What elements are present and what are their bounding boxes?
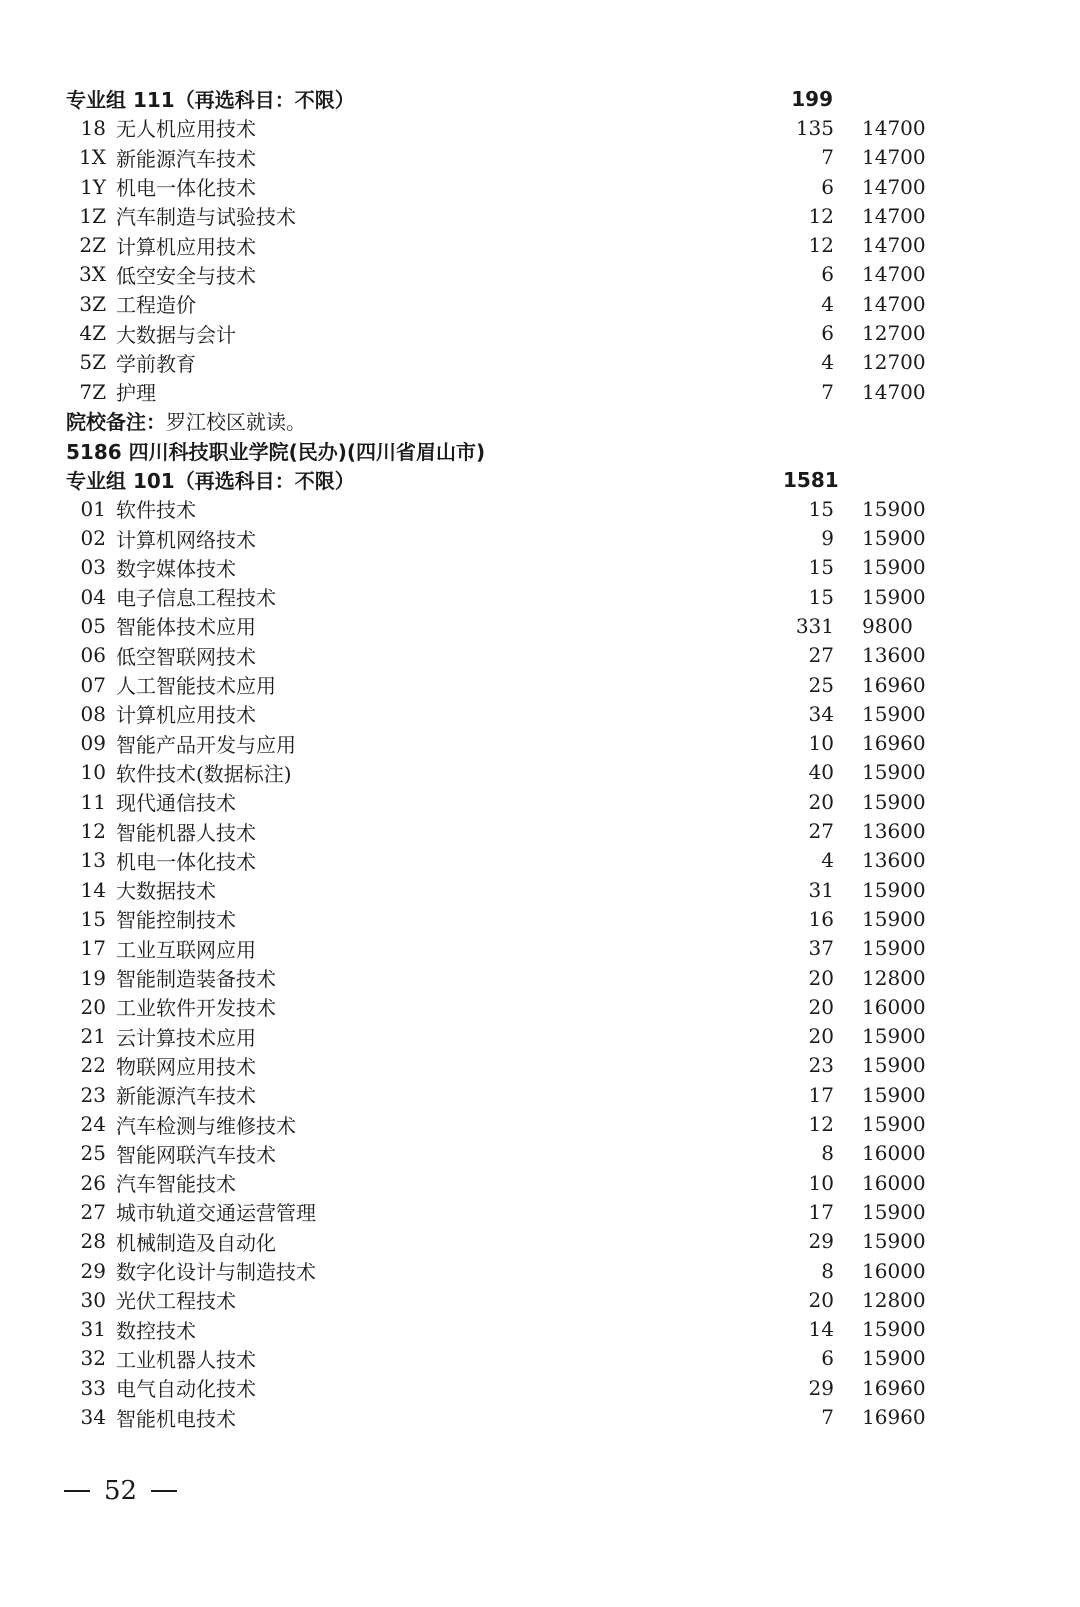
major-name: 城市轨道交通运营管理 (116, 1201, 316, 1226)
major-plan-count: 23 (808, 1053, 834, 1078)
major-tuition-fee: 16000 (862, 994, 926, 1019)
major-row (66, 758, 966, 787)
major-tuition-fee: 15900 (862, 1112, 926, 1137)
major-tuition-fee: 15900 (862, 906, 926, 931)
major-code: 28 (80, 1229, 106, 1254)
major-tuition-fee: 15900 (862, 701, 926, 726)
major-name: 工业互联网应用 (116, 937, 256, 962)
major-row (66, 699, 966, 728)
major-code: 24 (80, 1112, 106, 1137)
major-row (66, 553, 966, 582)
major-row (66, 260, 966, 289)
major-code: 3X (79, 262, 106, 287)
major-tuition-fee: 13600 (862, 848, 926, 873)
major-name: 数控技术 (116, 1318, 196, 1343)
major-plan-count: 16 (808, 906, 834, 931)
major-row (66, 1227, 966, 1256)
major-plan-count: 6 (821, 262, 834, 287)
major-name: 新能源汽车技术 (116, 1084, 256, 1109)
major-tuition-fee: 15900 (862, 1199, 926, 1224)
major-tuition-fee: 16960 (862, 731, 926, 756)
major-code: 33 (80, 1375, 106, 1400)
major-name: 护理 (116, 381, 156, 406)
group-header-row (66, 465, 966, 494)
major-code: 07 (80, 672, 106, 697)
major-plan-count: 7 (821, 1405, 834, 1429)
major-tuition-fee: 12700 (862, 321, 926, 346)
major-row (66, 523, 966, 552)
major-tuition-fee: 16000 (862, 1258, 926, 1283)
major-plan-count: 34 (808, 701, 834, 726)
group-total: 199 (791, 86, 833, 111)
major-name: 电气自动化技术 (116, 1377, 256, 1402)
major-code: 22 (80, 1053, 106, 1078)
major-plan-count: 10 (808, 1170, 834, 1195)
group-total: 1581 (783, 467, 839, 492)
group-title: 专业组 101（再选科目：不限） (66, 469, 355, 493)
major-row (66, 318, 966, 347)
major-plan-count: 7 (821, 379, 834, 404)
major-row (66, 1022, 966, 1051)
major-name: 计算机应用技术 (116, 703, 256, 728)
major-row (66, 992, 966, 1021)
school-remark-row (66, 406, 966, 435)
major-code: 1X (79, 145, 106, 170)
major-plan-count: 25 (808, 672, 834, 697)
major-row (66, 1197, 966, 1226)
major-plan-count: 27 (808, 819, 834, 844)
major-name: 软件技术 (116, 498, 196, 523)
major-row (66, 963, 966, 992)
major-name: 工业软件开发技术 (116, 996, 276, 1021)
major-tuition-fee: 15900 (862, 1346, 926, 1371)
major-tuition-fee: 15900 (862, 789, 926, 814)
major-row (66, 1344, 966, 1373)
remark-text: 罗江校区就读。 (166, 410, 306, 435)
major-row (66, 846, 966, 875)
major-tuition-fee: 14700 (862, 379, 926, 404)
major-plan-count: 29 (808, 1375, 834, 1400)
major-code: 11 (80, 789, 106, 814)
school-title: 5186 四川科技职业学院(民办)(四川省眉山市) (66, 439, 486, 464)
major-code: 2Z (79, 233, 106, 258)
major-code: 13 (80, 848, 106, 873)
major-row (66, 934, 966, 963)
major-plan-count: 12 (808, 203, 834, 228)
major-row (66, 816, 966, 845)
major-row (66, 1314, 966, 1343)
major-plan-count: 20 (808, 1287, 834, 1312)
major-tuition-fee: 15900 (862, 760, 926, 785)
major-tuition-fee: 16000 (862, 1141, 926, 1166)
major-tuition-fee: 16000 (862, 1170, 926, 1195)
major-tuition-fee: 15900 (862, 1317, 926, 1342)
major-name: 智能体技术应用 (116, 615, 256, 640)
major-plan-count: 20 (808, 1024, 834, 1049)
major-row (66, 1373, 966, 1402)
major-name: 计算机应用技术 (116, 234, 256, 259)
footer-dash-right (151, 1490, 177, 1492)
page-number: 52 (104, 1476, 138, 1506)
major-code: 26 (80, 1170, 106, 1195)
major-code: 12 (80, 819, 106, 844)
major-tuition-fee: 14700 (862, 145, 926, 170)
major-tuition-fee: 12800 (862, 1287, 926, 1312)
school-header-row (66, 436, 966, 465)
major-plan-count: 8 (821, 1141, 834, 1166)
major-plan-count: 10 (808, 731, 834, 756)
major-plan-count: 4 (821, 350, 834, 375)
major-tuition-fee: 15900 (862, 1024, 926, 1049)
major-row (66, 1285, 966, 1314)
major-plan-count: 14 (808, 1317, 834, 1342)
major-name: 电子信息工程技术 (116, 586, 276, 611)
major-row (66, 670, 966, 699)
major-tuition-fee: 14700 (862, 233, 926, 258)
major-code: 23 (80, 1082, 106, 1107)
major-plan-count: 40 (808, 760, 834, 785)
major-name: 汽车检测与维修技术 (116, 1113, 296, 1138)
major-name: 软件技术(数据标注) (116, 761, 292, 786)
major-tuition-fee: 15900 (862, 555, 926, 580)
major-code: 17 (80, 936, 106, 961)
major-code: 21 (80, 1024, 106, 1049)
major-name: 低空智联网技术 (116, 644, 256, 669)
major-tuition-fee: 12800 (862, 965, 926, 990)
major-tuition-fee: 9800 (862, 613, 913, 638)
major-code: 30 (80, 1287, 106, 1312)
major-row (66, 1080, 966, 1109)
major-row (66, 230, 966, 259)
major-name: 工业机器人技术 (116, 1347, 256, 1372)
major-code: 19 (80, 965, 106, 990)
major-tuition-fee: 14700 (862, 115, 926, 140)
major-row (66, 904, 966, 933)
major-code: 7Z (79, 379, 106, 404)
major-plan-count: 331 (795, 613, 834, 638)
major-code: 18 (80, 115, 106, 140)
major-plan-count: 6 (821, 174, 834, 199)
major-code: 1Y (80, 174, 106, 199)
major-plan-count: 4 (821, 291, 834, 316)
major-row (66, 641, 966, 670)
major-row (66, 582, 966, 611)
major-plan-count: 20 (808, 789, 834, 814)
major-plan-count: 8 (821, 1258, 834, 1283)
major-tuition-fee: 14700 (862, 291, 926, 316)
major-plan-count: 12 (808, 233, 834, 258)
major-tuition-fee: 13600 (862, 643, 926, 668)
major-code: 31 (80, 1317, 106, 1342)
major-tuition-fee: 14700 (862, 174, 926, 199)
major-plan-count: 15 (808, 555, 834, 580)
major-name: 智能产品开发与应用 (116, 732, 296, 757)
footer-dash-left (64, 1490, 90, 1492)
major-code: 4Z (79, 321, 106, 346)
major-plan-count: 20 (808, 965, 834, 990)
major-row (66, 289, 966, 318)
major-row (66, 875, 966, 904)
major-plan-count: 27 (808, 643, 834, 668)
major-code: 20 (80, 994, 106, 1019)
major-tuition-fee: 16960 (862, 672, 926, 697)
major-code: 34 (80, 1405, 106, 1429)
major-code: 3Z (79, 291, 106, 316)
major-plan-count: 4 (821, 848, 834, 873)
major-code: 29 (80, 1258, 106, 1283)
major-plan-count: 31 (808, 877, 834, 902)
major-code: 25 (80, 1141, 106, 1166)
document-page (66, 84, 966, 1432)
major-plan-count: 15 (808, 496, 834, 521)
page-footer (64, 1476, 177, 1506)
major-row (66, 1402, 966, 1431)
major-name: 物联网应用技术 (116, 1054, 256, 1079)
major-name: 无人机应用技术 (116, 117, 256, 142)
major-tuition-fee: 15900 (862, 1229, 926, 1254)
major-plan-count: 9 (821, 526, 834, 551)
major-name: 大数据技术 (116, 879, 216, 904)
major-plan-count: 37 (808, 936, 834, 961)
major-code: 10 (80, 760, 106, 785)
major-code: 27 (80, 1199, 106, 1224)
major-name: 机电一体化技术 (116, 176, 256, 201)
major-name: 智能控制技术 (116, 908, 236, 933)
major-row (66, 1051, 966, 1080)
major-code: 15 (80, 906, 106, 931)
major-tuition-fee: 14700 (862, 262, 926, 287)
major-name: 数字化设计与制造技术 (116, 1260, 316, 1285)
major-name: 机械制造及自动化 (116, 1230, 276, 1255)
major-name: 现代通信技术 (116, 791, 236, 816)
remark-label: 院校备注： (66, 410, 166, 435)
major-name: 工程造价 (116, 293, 196, 318)
major-name: 智能机电技术 (116, 1406, 236, 1431)
major-row (66, 143, 966, 172)
major-plan-count: 20 (808, 994, 834, 1019)
major-plan-count: 12 (808, 1112, 834, 1137)
major-code: 05 (80, 613, 106, 638)
major-row (66, 1109, 966, 1138)
major-name: 数字媒体技术 (116, 556, 236, 581)
major-name: 汽车制造与试验技术 (116, 205, 296, 230)
major-row (66, 787, 966, 816)
major-row (66, 172, 966, 201)
major-row (66, 1139, 966, 1168)
major-code: 06 (80, 643, 106, 668)
major-plan-count: 17 (808, 1199, 834, 1224)
major-name: 人工智能技术应用 (116, 674, 276, 699)
major-tuition-fee: 15900 (862, 584, 926, 609)
major-code: 5Z (79, 350, 106, 375)
major-name: 学前教育 (116, 351, 196, 376)
major-name: 机电一体化技术 (116, 849, 256, 874)
major-tuition-fee: 15900 (862, 1053, 926, 1078)
major-plan-count: 29 (808, 1229, 834, 1254)
major-plan-count: 135 (795, 115, 834, 140)
major-tuition-fee: 16960 (862, 1375, 926, 1400)
major-row (66, 611, 966, 640)
group-title: 专业组 111（再选科目：不限） (66, 88, 355, 113)
major-name: 新能源汽车技术 (116, 146, 256, 171)
major-row (66, 494, 966, 523)
major-code: 08 (80, 701, 106, 726)
major-name: 汽车智能技术 (116, 1172, 236, 1197)
major-plan-count: 6 (821, 321, 834, 346)
major-plan-count: 17 (808, 1082, 834, 1107)
major-name: 低空安全与技术 (116, 263, 256, 288)
major-row (66, 1256, 966, 1285)
major-name: 光伏工程技术 (116, 1289, 236, 1314)
major-code: 09 (80, 731, 106, 756)
major-row (66, 113, 966, 142)
major-tuition-fee: 15900 (862, 526, 926, 551)
major-code: 32 (80, 1346, 106, 1371)
major-tuition-fee: 15900 (862, 936, 926, 961)
major-tuition-fee: 15900 (862, 877, 926, 902)
major-name: 计算机网络技术 (116, 527, 256, 552)
major-row (66, 1168, 966, 1197)
major-name: 智能制造装备技术 (116, 967, 276, 992)
major-name: 云计算技术应用 (116, 1025, 256, 1050)
major-plan-count: 6 (821, 1346, 834, 1371)
major-code: 1Z (79, 203, 106, 228)
major-row (66, 377, 966, 406)
major-plan-count: 7 (821, 145, 834, 170)
major-tuition-fee: 12700 (862, 350, 926, 375)
major-code: 03 (80, 555, 106, 580)
major-row (66, 729, 966, 758)
major-tuition-fee: 14700 (862, 203, 926, 228)
major-code: 01 (80, 496, 106, 521)
major-code: 02 (80, 526, 106, 551)
major-name: 智能机器人技术 (116, 820, 256, 845)
group-header-row (66, 84, 966, 113)
major-plan-count: 15 (808, 584, 834, 609)
major-row (66, 348, 966, 377)
major-tuition-fee: 16960 (862, 1405, 926, 1429)
major-code: 04 (80, 584, 106, 609)
major-name: 大数据与会计 (116, 322, 236, 347)
major-tuition-fee: 13600 (862, 819, 926, 844)
major-tuition-fee: 15900 (862, 1082, 926, 1107)
major-name: 智能网联汽车技术 (116, 1142, 276, 1167)
major-tuition-fee: 15900 (862, 496, 926, 521)
major-code: 14 (80, 877, 106, 902)
major-row (66, 201, 966, 230)
